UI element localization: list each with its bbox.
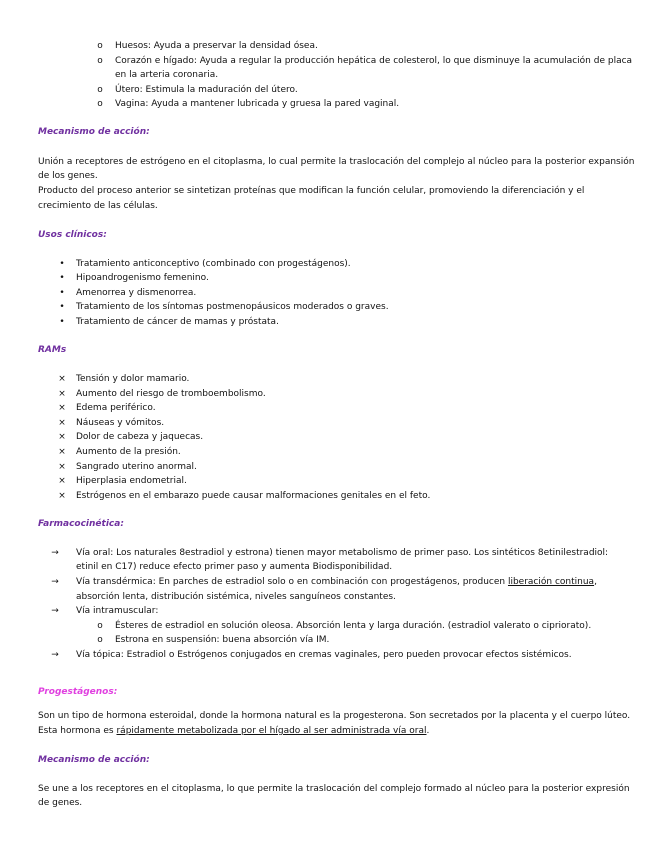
text-run: , [594, 577, 597, 587]
cross-bullet-icon: × [58, 403, 66, 413]
paragraph-line: Unión a receptores de estrógeno en el citoplasma, lo cual permite la traslocación del complejo al núcleo para la posterior expansión [38, 157, 635, 167]
text-run: Vía transdérmica: En parches de estradiol solo o en combinación con progestágenos, producen [76, 577, 508, 587]
cross-bullet-icon: × [58, 491, 66, 501]
list-item: Huesos: Ayuda a preservar la densidad ósea. [115, 41, 318, 51]
cross-bullet-icon: × [58, 432, 66, 442]
list-item: Náuseas y vómitos. [76, 418, 165, 428]
paragraph-line [38, 725, 429, 737]
paragraph-line: Se une a los receptores en el citoplasma, lo que permite la traslocación del complejo formado al núcleo para la posterior expresión [38, 784, 630, 794]
list-item: Amenorrea y dismenorrea. [76, 288, 197, 298]
list-item: Estrógenos en el embarazo puede causar malformaciones genitales en el feto. [76, 491, 431, 501]
cross-bullet-icon: × [58, 462, 66, 472]
list-item: Vía oral: Los naturales 8estradiol y estrona) tienen mayor metabolismo de primer paso. Los sintéticos 8etinilestradiol: [76, 548, 609, 558]
list-item: Aumento de la presión. [76, 447, 181, 457]
list-item: Aumento del riesgo de tromboembolismo. [76, 389, 266, 399]
list-item: Tensión y dolor mamario. [76, 374, 190, 384]
list-item: Ésteres de estradiol en solución oleosa. Absorción lenta y larga duración. (estradiol valerato o cipriorato). [115, 621, 592, 631]
list-item: Estrona en suspensión: buena absorción vía IM. [115, 635, 330, 645]
list-item: Corazón e hígado: Ayuda a regular la producción hepática de colesterol, lo que disminuye la acumulación de placa [115, 56, 633, 66]
list-item-continuation: absorción lenta, distribución sistémica, niveles sanguíneos constantes. [76, 592, 396, 602]
disc-bullet-icon: • [59, 302, 65, 312]
paragraph-line: Son un tipo de hormona esteroidal, donde la hormona natural es la progesterona. Son secretados por la placenta y el cuerpo lúteo. [38, 711, 631, 721]
cross-bullet-icon: × [58, 418, 66, 428]
paragraph-line: de genes. [38, 798, 83, 808]
list-item: Vía intramuscular: [76, 606, 159, 616]
list-item-continuation: etinil en C17) reduce efecto primer paso y aumenta Biodisponibilidad. [76, 562, 393, 572]
list-item: Vagina: Ayuda a mantener lubricada y gruesa la pared vaginal. [115, 99, 400, 109]
section-heading: Mecanismo de acción: [38, 127, 150, 137]
circle-bullet-icon: o [97, 99, 103, 109]
paragraph-line: de los genes. [38, 171, 98, 181]
underlined-text: liberación continua [507, 577, 595, 587]
disc-bullet-icon: • [59, 259, 65, 269]
circle-bullet-icon: o [97, 85, 103, 95]
section-heading: Progestágenos: [38, 687, 118, 697]
section-heading: Farmacocinética: [38, 519, 124, 529]
list-item: Edema periférico. [76, 403, 156, 413]
list-item: Dolor de cabeza y jaquecas. [76, 432, 204, 442]
section-heading: Usos clínicos: [38, 230, 107, 240]
arrow-bullet-icon: → [51, 650, 59, 660]
list-item-continuation: en la arteria coronaria. [115, 70, 219, 80]
disc-bullet-icon: • [59, 317, 65, 327]
arrow-bullet-icon: → [51, 577, 59, 587]
text-run: Esta hormona es [38, 726, 117, 736]
list-item: Tratamiento de los síntomas postmenopáusicos moderados o graves. [76, 302, 389, 312]
list-item: Sangrado uterino anormal. [76, 462, 197, 472]
cross-bullet-icon: × [58, 374, 66, 384]
list-item: Tratamiento de cáncer de mamas y próstata. [76, 317, 279, 327]
circle-bullet-icon: o [97, 41, 103, 51]
paragraph-line: Producto del proceso anterior se sintetizan proteínas que modifican la función celular, promoviendo la diferenciación y el [38, 186, 585, 196]
cross-bullet-icon: × [58, 476, 66, 486]
disc-bullet-icon: • [59, 273, 65, 283]
paragraph-line: crecimiento de las células. [38, 201, 158, 211]
arrow-bullet-icon: → [51, 548, 59, 558]
cross-bullet-icon: × [58, 447, 66, 457]
circle-bullet-icon: o [97, 56, 103, 66]
underlined-text: rápidamente metabolizada por el hígado al ser administrada vía oral [116, 726, 427, 736]
disc-bullet-icon: • [59, 288, 65, 298]
list-item [76, 576, 597, 588]
list-item: Tratamiento anticonceptivo (combinado con progestágenos). [76, 259, 351, 269]
text-run: . [426, 726, 430, 736]
list-item: Útero: Estimula la maduración del útero. [115, 85, 298, 95]
cross-bullet-icon: × [58, 389, 66, 399]
circle-bullet-icon: o [97, 621, 103, 631]
section-heading: Mecanismo de acción: [38, 755, 150, 765]
list-item: Vía tópica: Estradiol o Estrógenos conjugados en cremas vaginales, pero pueden provocar efectos sistémicos. [76, 650, 572, 660]
section-heading: RAMs [38, 345, 67, 355]
circle-bullet-icon: o [97, 635, 103, 645]
list-item: Hiperplasia endometrial. [76, 476, 187, 486]
arrow-bullet-icon: → [51, 606, 59, 616]
list-item: Hipoandrogenismo femenino. [76, 273, 209, 283]
